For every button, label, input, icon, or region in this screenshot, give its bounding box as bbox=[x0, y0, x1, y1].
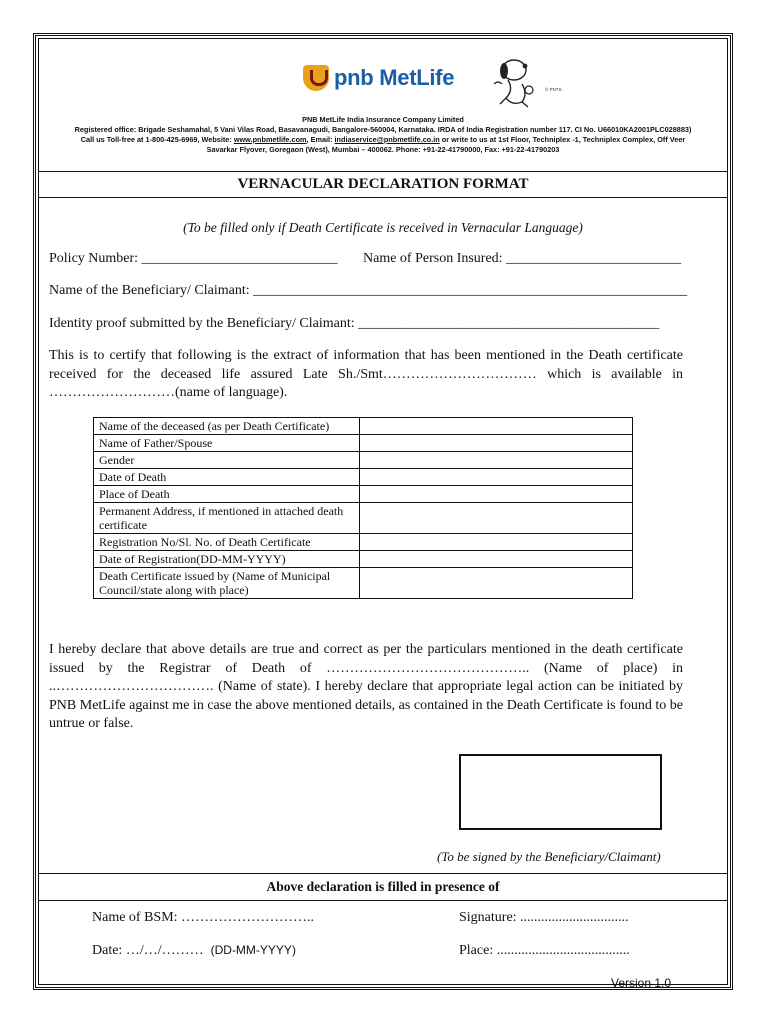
certification-text: This is to certify that following is the extract of information that has been mentioned in the Death certificate received for the deceased life assured Late Sh./Smt…………………………… which is available in ………………………(name of language). bbox=[49, 348, 683, 400]
row-label: Date of Death bbox=[94, 469, 360, 486]
row-value-input[interactable] bbox=[360, 435, 633, 452]
mumbai-address: Savarkar Flyover, Goregaon (West), Mumbai – 400062. Phone: +91-22-41790000, Fax: +91-22-41790203 bbox=[206, 145, 560, 154]
snoopy-mascot-icon bbox=[484, 54, 544, 112]
table-row bbox=[94, 486, 633, 503]
signature-note: (To be signed by the Beneficiary/Claimant) bbox=[437, 849, 661, 864]
row-label: Permanent Address, if mentioned in attached death certificate bbox=[94, 503, 360, 534]
row-label: Registration No/Sl. No. of Death Certificate bbox=[94, 534, 360, 551]
row-value-input[interactable] bbox=[360, 452, 633, 469]
bsm-name-field[interactable]: Name of BSM: ……………………….. bbox=[92, 910, 315, 925]
version-label: Version 1.0 bbox=[611, 976, 672, 990]
form-body bbox=[38, 38, 728, 990]
row-label: Gender bbox=[94, 452, 360, 469]
logo-text: pnb MetLife bbox=[334, 65, 455, 90]
death-certificate-table bbox=[93, 417, 633, 599]
brand-logo bbox=[303, 65, 454, 91]
row-value-input[interactable] bbox=[360, 418, 633, 435]
table-row bbox=[94, 435, 633, 452]
letterhead bbox=[39, 39, 727, 172]
page-border bbox=[33, 33, 733, 990]
signature-box[interactable] bbox=[459, 754, 662, 830]
declaration-text: I hereby declare that above details are true and correct as per the particulars mentioned in the death certificate issued by the Registrar of Death of …………………………………….. (Name of place) in ..……………………………. (Name of state). I hereby declare that appropriate legal action can be initiated by PNB MetLife against me in case the above mentioned details, as contained in the Death Certificate is found to be untrue or false. bbox=[49, 642, 683, 731]
company-address bbox=[49, 115, 717, 155]
row-label: Death Certificate issued by (Name of Municipal Council/state along with place) bbox=[94, 568, 360, 599]
presence-heading: Above declaration is filled in presence of bbox=[39, 873, 727, 901]
form-instruction: (To be filled only if Death Certificate is received in Vernacular Language) bbox=[183, 220, 583, 235]
table-row bbox=[94, 534, 633, 551]
row-value-input[interactable] bbox=[360, 469, 633, 486]
beneficiary-field[interactable]: Name of the Beneficiary/ Claimant: ______________________________________________________________ bbox=[49, 283, 688, 298]
policy-number-field[interactable]: Policy Number: ____________________________ bbox=[49, 251, 338, 266]
row-value-input[interactable] bbox=[360, 534, 633, 551]
row-label: Date of Registration(DD-MM-YYYY) bbox=[94, 551, 360, 568]
pnb-logo-icon bbox=[303, 65, 329, 91]
table-row bbox=[94, 469, 633, 486]
date-format-hint: (DD-MM-YYYY) bbox=[210, 943, 296, 957]
table-row bbox=[94, 503, 633, 534]
form-title: VERNACULAR DECLARATION FORMAT bbox=[39, 171, 727, 198]
bsm-place-field[interactable]: Place: ...................................... bbox=[459, 943, 630, 958]
row-label: Place of Death bbox=[94, 486, 360, 503]
company-name: PNB MetLife India Insurance Company Limited bbox=[302, 115, 464, 124]
copyright-text: © PNTS bbox=[545, 87, 562, 92]
table-row bbox=[94, 418, 633, 435]
row-label: Name of Father/Spouse bbox=[94, 435, 360, 452]
row-value-input[interactable] bbox=[360, 486, 633, 503]
row-label: Name of the deceased (as per Death Certificate) bbox=[94, 418, 360, 435]
person-insured-field[interactable]: Name of Person Insured: _________________________ bbox=[363, 251, 682, 266]
bsm-date-field[interactable]: Date: …/…/……… (DD-MM-YYYY) bbox=[92, 943, 296, 958]
registered-office: Registered office: Brigade Seshamahal, 5 Vani Vilas Road, Basavanagudi, Bangalore-560004, Karnataka. IRDA of India Registration number 117. CI No. U66010KA2001PLC028883) bbox=[74, 125, 692, 134]
row-value-input[interactable] bbox=[360, 503, 633, 534]
row-value-input[interactable] bbox=[360, 568, 633, 599]
row-value-input[interactable] bbox=[360, 551, 633, 568]
website-link[interactable]: www.pnbmetlife.com bbox=[233, 135, 307, 144]
table-row bbox=[94, 452, 633, 469]
bsm-signature-field[interactable]: Signature: ............................... bbox=[459, 910, 629, 925]
contact-line: Call us Toll-free at 1-800-425-6969, Website: www.pnbmetlife.com, Email: indiaservice@pnbmetlife.co.in or write to us at 1st Floor, Techniplex -1, Techniplex Complex, Off Veer bbox=[80, 135, 686, 144]
email-link[interactable]: indiaservice@pnbmetlife.co.in bbox=[334, 135, 440, 144]
table-row bbox=[94, 551, 633, 568]
identity-proof-field[interactable]: Identity proof submitted by the Beneficiary/ Claimant: ___________________________________________ bbox=[49, 316, 660, 331]
table-row bbox=[94, 568, 633, 599]
